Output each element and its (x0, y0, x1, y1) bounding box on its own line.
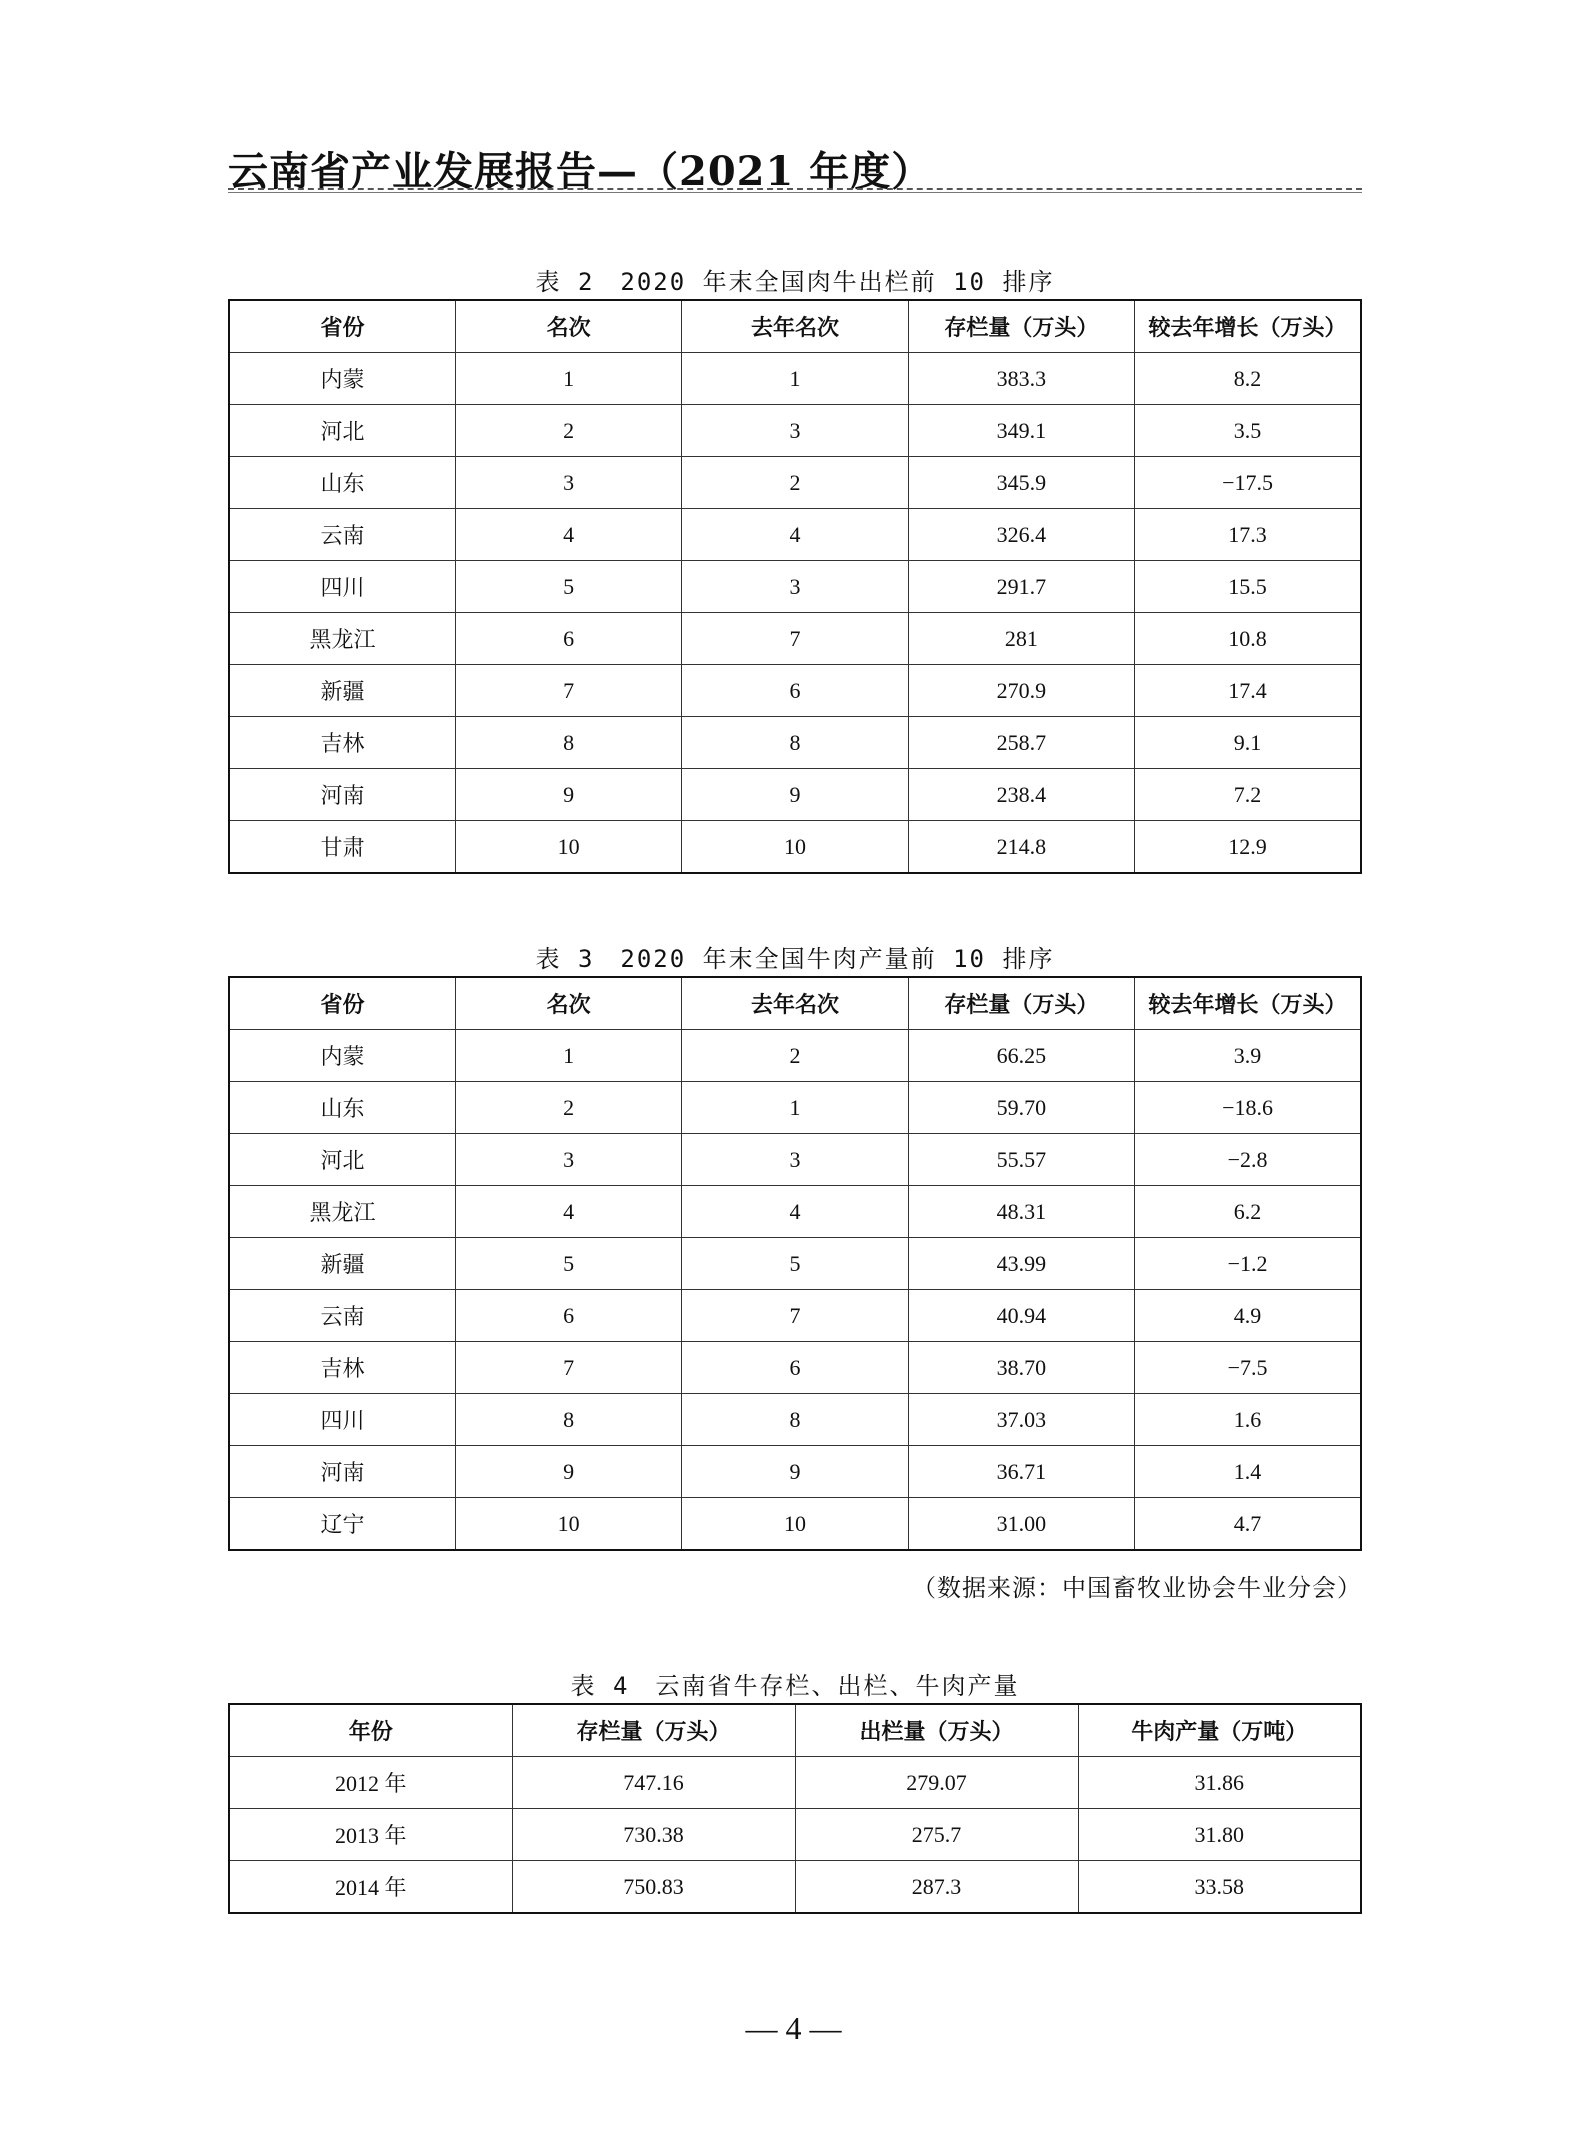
table-cell: 2013 年 (229, 1809, 512, 1861)
table-cell: 9 (682, 1446, 908, 1498)
table-cell: 2 (455, 1082, 681, 1134)
table4-yunnan-cattle (228, 1703, 1362, 1914)
column-header-year: 年份 (229, 1704, 512, 1757)
table-cell: 3.5 (1135, 405, 1361, 457)
table-cell: 6.2 (1135, 1186, 1361, 1238)
column-header-slaughter: 出栏量（万头） (795, 1704, 1078, 1757)
table-cell: 349.1 (908, 405, 1134, 457)
table-row (229, 457, 1361, 509)
table-cell: 1.4 (1135, 1446, 1361, 1498)
table-cell: 6 (455, 613, 681, 665)
table-cell: 3 (682, 1134, 908, 1186)
table-cell: 9 (455, 1446, 681, 1498)
table2-livestock-ranking (228, 299, 1362, 874)
table-cell: 37.03 (908, 1394, 1134, 1446)
column-header-last-year-rank: 去年名次 (682, 977, 908, 1030)
table-cell: 5 (682, 1238, 908, 1290)
table-cell: 2 (455, 405, 681, 457)
table-cell: 3 (682, 561, 908, 613)
table-cell: 10 (682, 1498, 908, 1551)
table-row (229, 353, 1361, 405)
table-cell: 5 (455, 1238, 681, 1290)
table-cell: 383.3 (908, 353, 1134, 405)
header-divider (228, 188, 1362, 190)
table-cell: 云南 (229, 509, 455, 561)
table-cell: −1.2 (1135, 1238, 1361, 1290)
table-cell: 山东 (229, 1082, 455, 1134)
table-cell: 66.25 (908, 1030, 1134, 1082)
table-row (229, 821, 1361, 874)
table-cell: 吉林 (229, 717, 455, 769)
table-header-row (229, 300, 1361, 353)
table-cell: 8.2 (1135, 353, 1361, 405)
table-row (229, 1030, 1361, 1082)
table3-caption: 表 3 2020 年末全国牛肉产量前 10 排序 (535, 945, 1055, 973)
table-cell: 48.31 (908, 1186, 1134, 1238)
table-row (229, 1809, 1361, 1861)
table-cell: 4.9 (1135, 1290, 1361, 1342)
table-cell: 四川 (229, 561, 455, 613)
table-cell: 9 (455, 769, 681, 821)
table-cell: 2012 年 (229, 1757, 512, 1809)
table-cell: 河北 (229, 1134, 455, 1186)
table4-caption: 表 4 云南省牛存栏、出栏、牛肉产量 (570, 1672, 1020, 1700)
table-cell: 6 (455, 1290, 681, 1342)
table-cell: −7.5 (1135, 1342, 1361, 1394)
column-header-rank: 名次 (455, 300, 681, 353)
table-cell: 黑龙江 (229, 613, 455, 665)
table3-beef-output-ranking (228, 976, 1362, 1551)
table-cell: 281 (908, 613, 1134, 665)
table-row (229, 1757, 1361, 1809)
table-row (229, 1082, 1361, 1134)
table-cell: 59.70 (908, 1082, 1134, 1134)
table-row (229, 1861, 1361, 1914)
table-cell: 河南 (229, 1446, 455, 1498)
table-cell: 河北 (229, 405, 455, 457)
table-row (229, 1134, 1361, 1186)
table-cell: 8 (455, 1394, 681, 1446)
table-row (229, 1498, 1361, 1551)
column-header-province: 省份 (229, 300, 455, 353)
table-cell: 3.9 (1135, 1030, 1361, 1082)
table-row (229, 561, 1361, 613)
table-cell: 10 (455, 821, 681, 874)
table-cell: 17.3 (1135, 509, 1361, 561)
table-cell: 8 (682, 1394, 908, 1446)
data-source-note: （数据来源：中国畜牧业协会牛业分会） (912, 1574, 1362, 1602)
column-header-province: 省份 (229, 977, 455, 1030)
table-cell: 6 (682, 1342, 908, 1394)
table-cell: 238.4 (908, 769, 1134, 821)
table-cell: 山东 (229, 457, 455, 509)
table-cell: 4 (682, 1186, 908, 1238)
table-cell: 40.94 (908, 1290, 1134, 1342)
column-header-stock: 存栏量（万头） (908, 300, 1134, 353)
table-cell: 9.1 (1135, 717, 1361, 769)
table-cell: 内蒙 (229, 353, 455, 405)
table-cell: 新疆 (229, 665, 455, 717)
table-cell: 214.8 (908, 821, 1134, 874)
table-cell: 10 (682, 821, 908, 874)
table-cell: 279.07 (795, 1757, 1078, 1809)
table-cell: 33.58 (1078, 1861, 1361, 1914)
table-cell: 326.4 (908, 509, 1134, 561)
table-cell: 750.83 (512, 1861, 795, 1914)
table-cell: 10 (455, 1498, 681, 1551)
table-cell: 吉林 (229, 1342, 455, 1394)
table-cell: 8 (455, 717, 681, 769)
table-row (229, 613, 1361, 665)
column-header-growth: 较去年增长（万头） (1135, 977, 1361, 1030)
page-number: — 4 — (745, 2010, 842, 2046)
table-cell: 2014 年 (229, 1861, 512, 1914)
column-header-rank: 名次 (455, 977, 681, 1030)
table-header-row (229, 977, 1361, 1030)
table-cell: −17.5 (1135, 457, 1361, 509)
table-cell: 4 (455, 509, 681, 561)
table-cell: −18.6 (1135, 1082, 1361, 1134)
table-cell: 1.6 (1135, 1394, 1361, 1446)
table-cell: 新疆 (229, 1238, 455, 1290)
table-cell: 河南 (229, 769, 455, 821)
table-row (229, 665, 1361, 717)
table-cell: 730.38 (512, 1809, 795, 1861)
table-cell: 5 (455, 561, 681, 613)
column-header-last-year-rank: 去年名次 (682, 300, 908, 353)
table-row (229, 1186, 1361, 1238)
table-cell: 黑龙江 (229, 1186, 455, 1238)
table-row (229, 1342, 1361, 1394)
column-header-stock: 存栏量（万头） (512, 1704, 795, 1757)
table-row (229, 405, 1361, 457)
table-row (229, 1446, 1361, 1498)
table-cell: 内蒙 (229, 1030, 455, 1082)
table-cell: 2 (682, 1030, 908, 1082)
table-cell: 1 (455, 1030, 681, 1082)
column-header-beef-output: 牛肉产量（万吨） (1078, 1704, 1361, 1757)
table-cell: 8 (682, 717, 908, 769)
page-header-title: 云南省产业发展报告—（2021 年度） (228, 148, 933, 195)
table-cell: 2 (682, 457, 908, 509)
table-row (229, 509, 1361, 561)
table-cell: 36.71 (908, 1446, 1134, 1498)
table-cell: 31.86 (1078, 1757, 1361, 1809)
table-row (229, 717, 1361, 769)
table-cell: 辽宁 (229, 1498, 455, 1551)
table-row (229, 1394, 1361, 1446)
table-cell: 1 (682, 1082, 908, 1134)
table-cell: 四川 (229, 1394, 455, 1446)
table-cell: 12.9 (1135, 821, 1361, 874)
table-cell: 7 (455, 665, 681, 717)
table-cell: 6 (682, 665, 908, 717)
table-cell: 258.7 (908, 717, 1134, 769)
table-cell: 38.70 (908, 1342, 1134, 1394)
table-cell: 275.7 (795, 1809, 1078, 1861)
table-cell: 43.99 (908, 1238, 1134, 1290)
header-divider-thin (228, 192, 1362, 193)
table-cell: 747.16 (512, 1757, 795, 1809)
table-cell: 9 (682, 769, 908, 821)
table-cell: 4 (682, 509, 908, 561)
table-cell: 3 (455, 1134, 681, 1186)
table-cell: 10.8 (1135, 613, 1361, 665)
table-cell: 31.00 (908, 1498, 1134, 1551)
table-header-row (229, 1704, 1361, 1757)
table-cell: 甘肃 (229, 821, 455, 874)
table-cell: 3 (682, 405, 908, 457)
table-cell: 270.9 (908, 665, 1134, 717)
table-row (229, 1238, 1361, 1290)
table-cell: 7 (682, 1290, 908, 1342)
table-row (229, 1290, 1361, 1342)
column-header-stock: 存栏量（万头） (908, 977, 1134, 1030)
table-row (229, 769, 1361, 821)
table2-caption: 表 2 2020 年末全国肉牛出栏前 10 排序 (535, 268, 1055, 296)
table-cell: 1 (455, 353, 681, 405)
table-cell: 291.7 (908, 561, 1134, 613)
table-cell: 55.57 (908, 1134, 1134, 1186)
table-cell: 7 (682, 613, 908, 665)
table-cell: 17.4 (1135, 665, 1361, 717)
table-cell: 3 (455, 457, 681, 509)
table-cell: 4.7 (1135, 1498, 1361, 1551)
table-cell: −2.8 (1135, 1134, 1361, 1186)
table-cell: 云南 (229, 1290, 455, 1342)
table-cell: 7.2 (1135, 769, 1361, 821)
table-cell: 287.3 (795, 1861, 1078, 1914)
table-cell: 1 (682, 353, 908, 405)
table-cell: 4 (455, 1186, 681, 1238)
table-cell: 345.9 (908, 457, 1134, 509)
table-cell: 15.5 (1135, 561, 1361, 613)
column-header-growth: 较去年增长（万头） (1135, 300, 1361, 353)
table-cell: 31.80 (1078, 1809, 1361, 1861)
table-cell: 7 (455, 1342, 681, 1394)
